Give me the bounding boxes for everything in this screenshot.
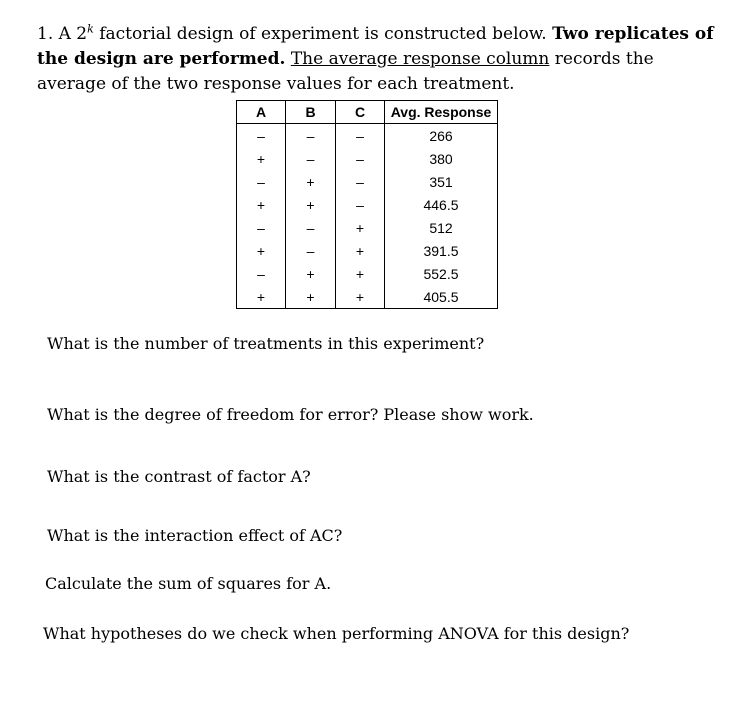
question-anova-hypotheses: What hypotheses do we check when performing ANOVA for this design?: [43, 624, 630, 643]
cell-b: –: [286, 147, 336, 170]
cell-c: –: [336, 193, 385, 216]
cell-c: –: [336, 147, 385, 170]
table-row: [237, 193, 498, 216]
table-row: [237, 147, 498, 170]
cell-b: –: [286, 239, 336, 262]
cell-b: +: [286, 262, 336, 285]
cell-response: 351: [385, 170, 498, 193]
cell-a: +: [237, 239, 286, 262]
cell-response: 405.5: [385, 285, 498, 309]
table-row: [237, 124, 498, 148]
cell-b: –: [286, 124, 336, 148]
question-contrast-factor-a: What is the contrast of factor A?: [47, 467, 311, 486]
cell-b: +: [286, 170, 336, 193]
cell-a: –: [237, 170, 286, 193]
cell-a: –: [237, 124, 286, 148]
question-interaction-effect-ac: What is the interaction effect of AC?: [47, 526, 343, 545]
cell-a: +: [237, 193, 286, 216]
table-row: [237, 285, 498, 309]
cell-b: +: [286, 193, 336, 216]
cell-c: +: [336, 239, 385, 262]
intro-rest: records the average of the two response values for each treatment.: [37, 49, 654, 94]
cell-response: 446.5: [385, 193, 498, 216]
cell-c: –: [336, 124, 385, 148]
intro-text: factorial design of experiment is constructed below.: [93, 24, 553, 44]
cell-a: +: [237, 285, 286, 309]
cell-b: –: [286, 216, 336, 239]
cell-a: +: [237, 147, 286, 170]
table-header-row: [237, 101, 498, 124]
question-error-degrees-of-freedom: What is the degree of freedom for error? Please show work.: [47, 405, 534, 424]
intro-prefix: 1. A 2: [37, 24, 88, 44]
table-row: [237, 239, 498, 262]
cell-c: +: [336, 262, 385, 285]
table-row: [237, 216, 498, 239]
cell-c: +: [336, 285, 385, 309]
cell-c: –: [336, 170, 385, 193]
table-row: [237, 170, 498, 193]
cell-response: 266: [385, 124, 498, 148]
factorial-design-table: [236, 100, 498, 309]
question-number-of-treatments: What is the number of treatments in this experiment?: [47, 334, 485, 353]
cell-response: 380: [385, 147, 498, 170]
header-c: C: [336, 101, 385, 124]
cell-response: 512: [385, 216, 498, 239]
cell-response: 391.5: [385, 239, 498, 262]
question-sum-of-squares-a: Calculate the sum of squares for A.: [45, 574, 332, 593]
cell-response: 552.5: [385, 262, 498, 285]
cell-a: –: [237, 262, 286, 285]
cell-b: +: [286, 285, 336, 309]
header-a: A: [237, 101, 286, 124]
exponent-k: k: [87, 22, 94, 36]
replicates-statement: Two replicates of the design are performed.: [37, 24, 714, 69]
problem-statement: [37, 22, 717, 97]
cell-a: –: [237, 216, 286, 239]
avg-response-reference: The average response column: [290, 49, 550, 69]
header-avg-response: Avg. Response: [385, 101, 498, 124]
header-b: B: [286, 101, 336, 124]
cell-c: +: [336, 216, 385, 239]
table-row: [237, 262, 498, 285]
